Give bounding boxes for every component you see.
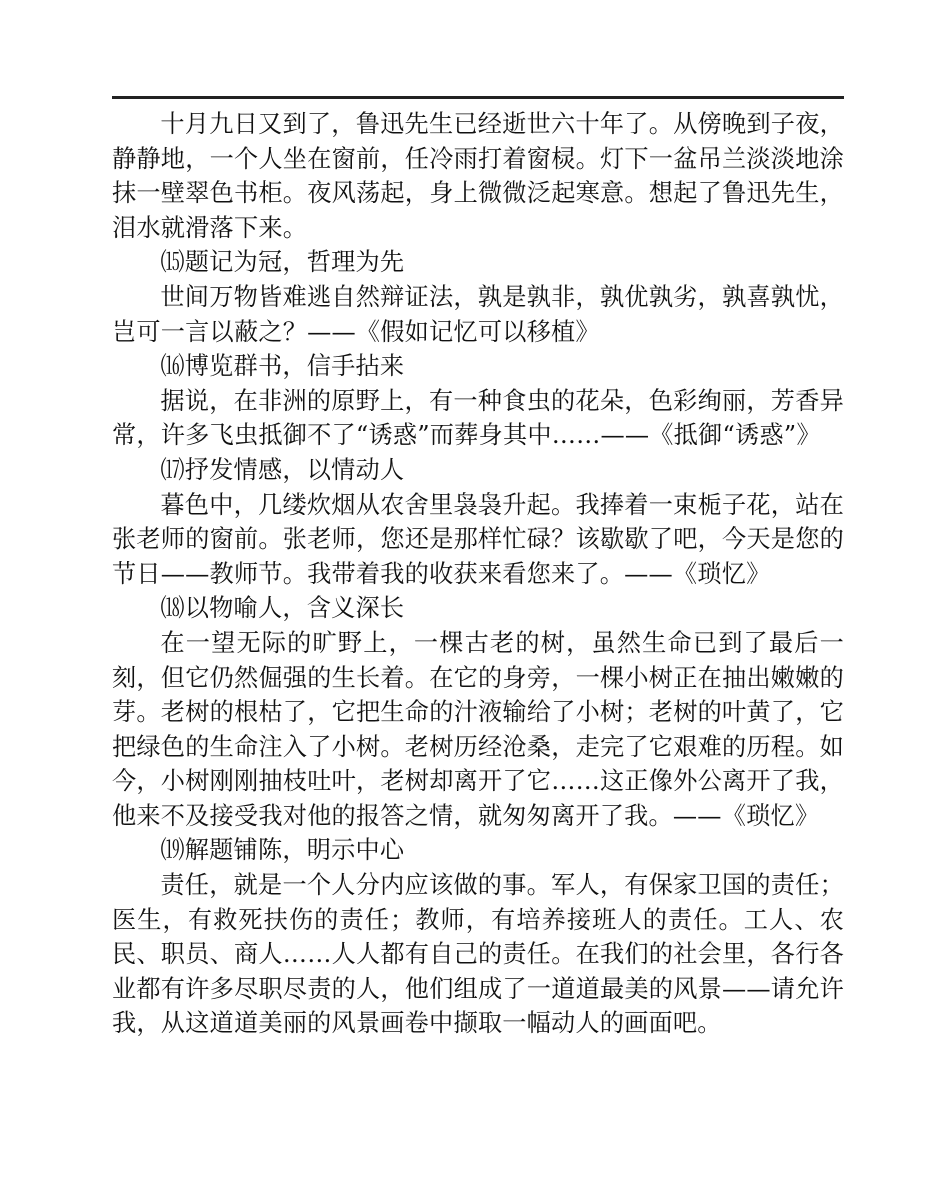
section-heading-18: ⒅以物喻人，含义深长: [160, 594, 405, 623]
section-heading-19: ⒆解题铺陈，明示中心: [160, 836, 405, 865]
section-heading-17: ⒄抒发情感，以情动人: [160, 455, 405, 484]
paragraph-5: 在一望无际的旷野上，一棵古老的树，虽然生命已到了最后一刻，但它仍然倔强的生长着。在它的身旁，一棵小树正在抽出嫩嫩的芽。老树的根枯了，它把生命的汁液输给了小树；老树的叶黄了，它把绿色的生命注入了小树。老树历经沧桑，走完了它艰难的历程。如今，小树刚刚抽枝吐叶，老树却离开了它……这正像外公离开了我，他来不及接受我对他的报答之情，就匆匆离开了我。——《琐忆》: [112, 628, 844, 830]
paragraph-1: 十月九日又到了，鲁迅先生已经逝世六十年了。从傍晚到子夜，静静地，一个人坐在窗前，任冷雨打着窗棂。灯下一盆吊兰淡淡地涂抹一壁翠色书柜。夜风荡起，身上微微泛起寒意。想起了鲁迅先生，泪水就滑落下来。: [112, 110, 844, 242]
paragraph-3: 据说，在非洲的原野上，有一种食虫的花朵，色彩绚丽，芳香异常，许多飞虫抵御不了“诱惑”而葬身其中……——《抵御“诱惑”》: [112, 386, 844, 450]
document-page: [112, 96, 844, 1041]
paragraph-4: 暮色中，几缕炊烟从农舍里袅袅升起。我捧着一束栀子花，站在张老师的窗前。张老师，您还是那样忙碌？该歇歇了吧，今天是您的节日——教师节。我带着我的收获来看您来了。——《琐忆》: [112, 490, 844, 588]
document-content: [112, 107, 844, 1041]
paragraph-6: 责任，就是一个人分内应该做的事。军人，有保家卫国的责任；医生，有救死扶伤的责任；教师，有培养接班人的责任。工人、农民、职员、商人……人人都有自己的责任。在我们的社会里，各行各业都有许多尽职尽责的人，他们组成了一道道最美的风景——请允许我，从这道道美丽的风景画卷中撷取一幅动人的画面吧。: [112, 871, 844, 1038]
top-rule: [112, 96, 844, 99]
paragraph-2: 世间万物皆难逃自然辩证法，孰是孰非，孰优孰劣，孰喜孰忧，岂可一言以蔽之？——《假如记忆可以移植》: [112, 282, 844, 346]
section-heading-16: ⒃博览群书，信手拈来: [160, 352, 405, 381]
section-heading-15: ⒂题记为冠，哲理为先: [160, 248, 405, 277]
